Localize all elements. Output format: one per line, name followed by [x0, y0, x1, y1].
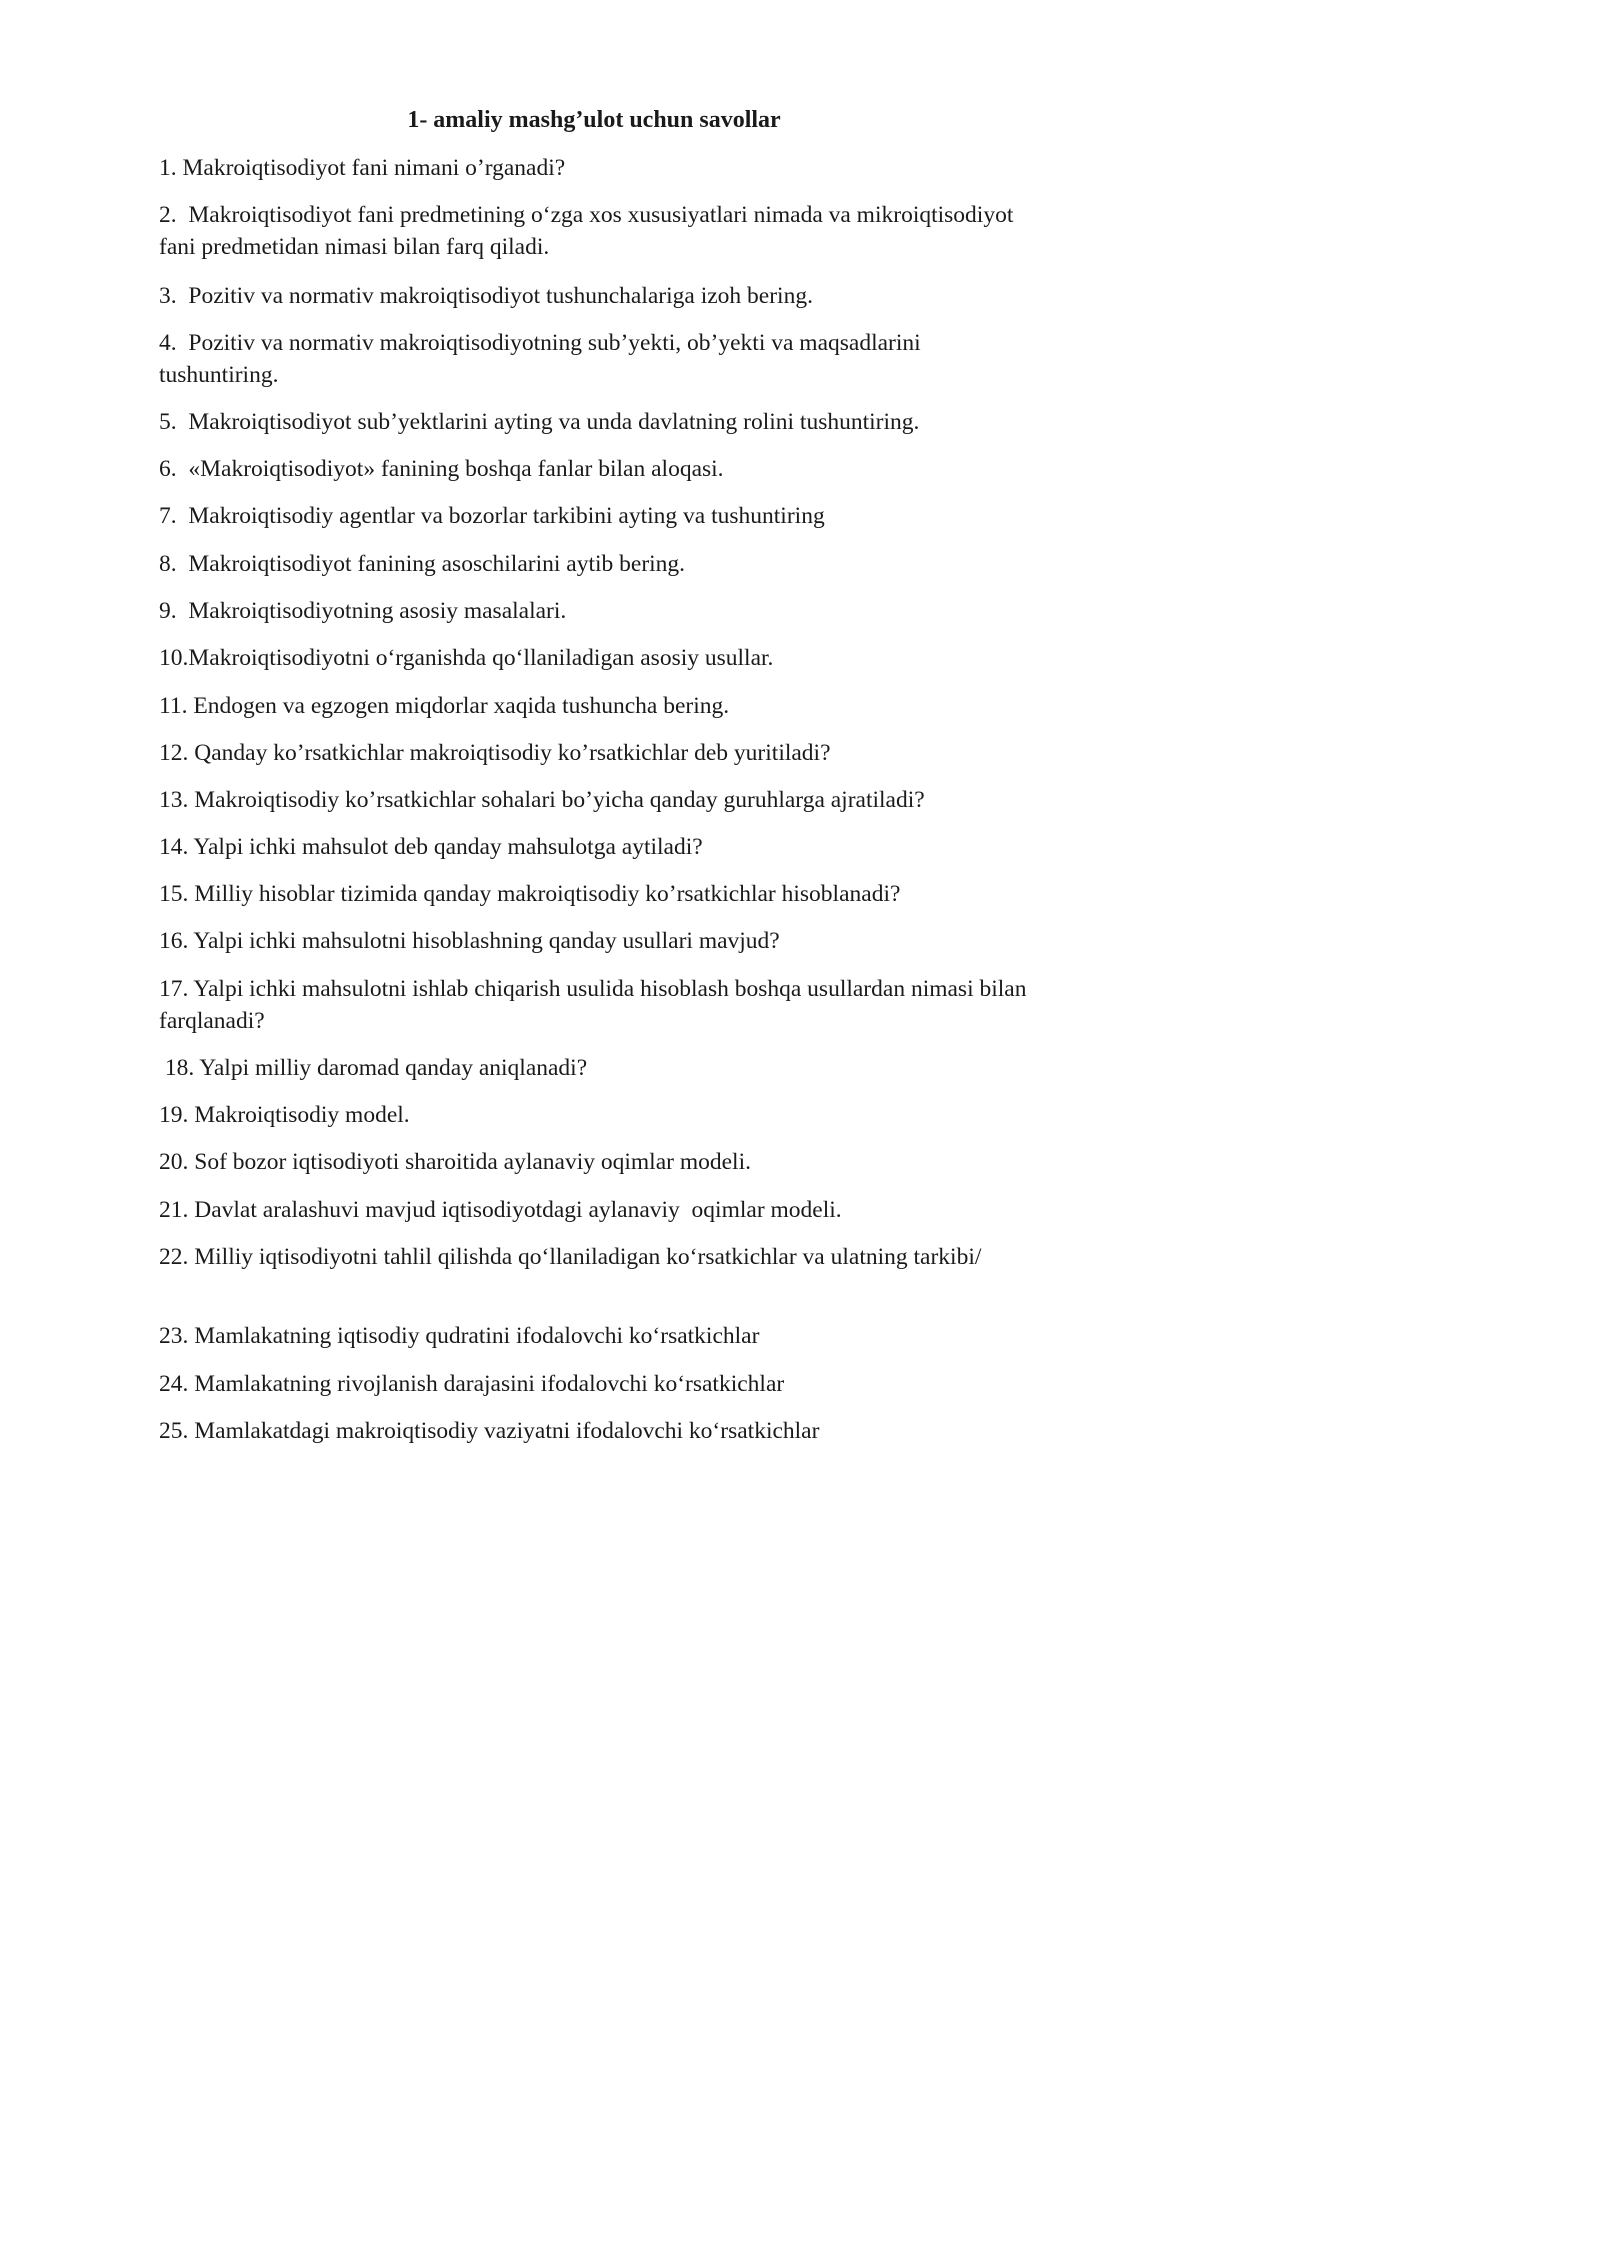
question-item: 15. Milliy hisoblar tizimida qanday makroiqtisodiy ko’rsatkichlar hisoblanadi? [159, 881, 901, 907]
question-item: 12. Qanday ko’rsatkichlar makroiqtisodiy ko’rsatkichlar deb yuritiladi? [159, 740, 831, 766]
question-item: 1. Makroiqtisodiyot fani nimani o’rganadi? [159, 155, 566, 181]
question-item: 19. Makroiqtisodiy model. [159, 1102, 410, 1128]
document-page [0, 0, 1104, 1561]
question-item: 24. Mamlakatning rivojlanish darajasini ifodalovchi ko‘rsatkichlar [159, 1371, 785, 1397]
question-item: 22. Milliy iqtisodiyotni tahlil qilishda qo‘llaniladigan ko‘rsatkichlar va ulatning tarkibi/ [159, 1244, 982, 1270]
question-item: 5. Makroiqtisodiyot sub’yektlarini ayting va unda davlatning rolini tushuntiring. [159, 409, 920, 435]
page-title: 1- amaliy mashg’ulot uchun savollar [407, 107, 781, 133]
question-item: 3. Pozitiv va normativ makroiqtisodiyot tushunchalariga izoh bering. [159, 283, 813, 309]
question-item: 4. Pozitiv va normativ makroiqtisodiyotning sub’yekti, ob’yekti va maqsadlarini tushuntiring. [159, 330, 927, 388]
question-item: 8. Makroiqtisodiyot fanining asoschilarini aytib bering. [159, 551, 686, 577]
question-item: 17. Yalpi ichki mahsulotni ishlab chiqarish usulida hisoblash boshqa usullardan nimasi bilan farqlanadi? [159, 976, 1033, 1034]
question-item: 21. Davlat aralashuvi mavjud iqtisodiyotdagi aylanaviy oqimlar modeli. [159, 1197, 842, 1223]
question-item: 11. Endogen va egzogen miqdorlar xaqida tushuncha bering. [159, 693, 730, 719]
question-item: 6. «Makroiqtisodiyot» fanining boshqa fanlar bilan aloqasi. [159, 456, 724, 482]
question-item: 18. Yalpi milliy daromad qanday aniqlanadi? [159, 1055, 588, 1081]
question-item: 7. Makroiqtisodiy agentlar va bozorlar tarkibini ayting va tushuntiring [159, 503, 825, 529]
question-item: 10.Makroiqtisodiyotni o‘rganishda qo‘llaniladigan asosiy usullar. [159, 645, 774, 671]
question-item: 25. Mamlakatdagi makroiqtisodiy vaziyatni ifodalovchi ko‘rsatkichlar [159, 1418, 820, 1444]
question-item: 16. Yalpi ichki mahsulotni hisoblashning qanday usullari mavjud? [159, 928, 780, 954]
question-item: 23. Mamlakatning iqtisodiy qudratini ifodalovchi ko‘rsatkichlar [159, 1323, 760, 1349]
question-item: 13. Makroiqtisodiy ko’rsatkichlar sohalari bo’yicha qanday guruhlarga ajratiladi? [159, 787, 925, 813]
question-item: 20. Sof bozor iqtisodiyoti sharoitida aylanaviy oqimlar modeli. [159, 1149, 751, 1175]
question-item: 14. Yalpi ichki mahsulot deb qanday mahsulotga aytiladi? [159, 834, 703, 860]
question-item: 2. Makroiqtisodiyot fani predmetining o‘zga xos xususiyatlari nimada va mikroiqtisodiyot fani predmetidan nimasi bilan farq qiladi. [159, 202, 1020, 260]
question-item: 9. Makroiqtisodiyotning asosiy masalalari. [159, 598, 567, 624]
